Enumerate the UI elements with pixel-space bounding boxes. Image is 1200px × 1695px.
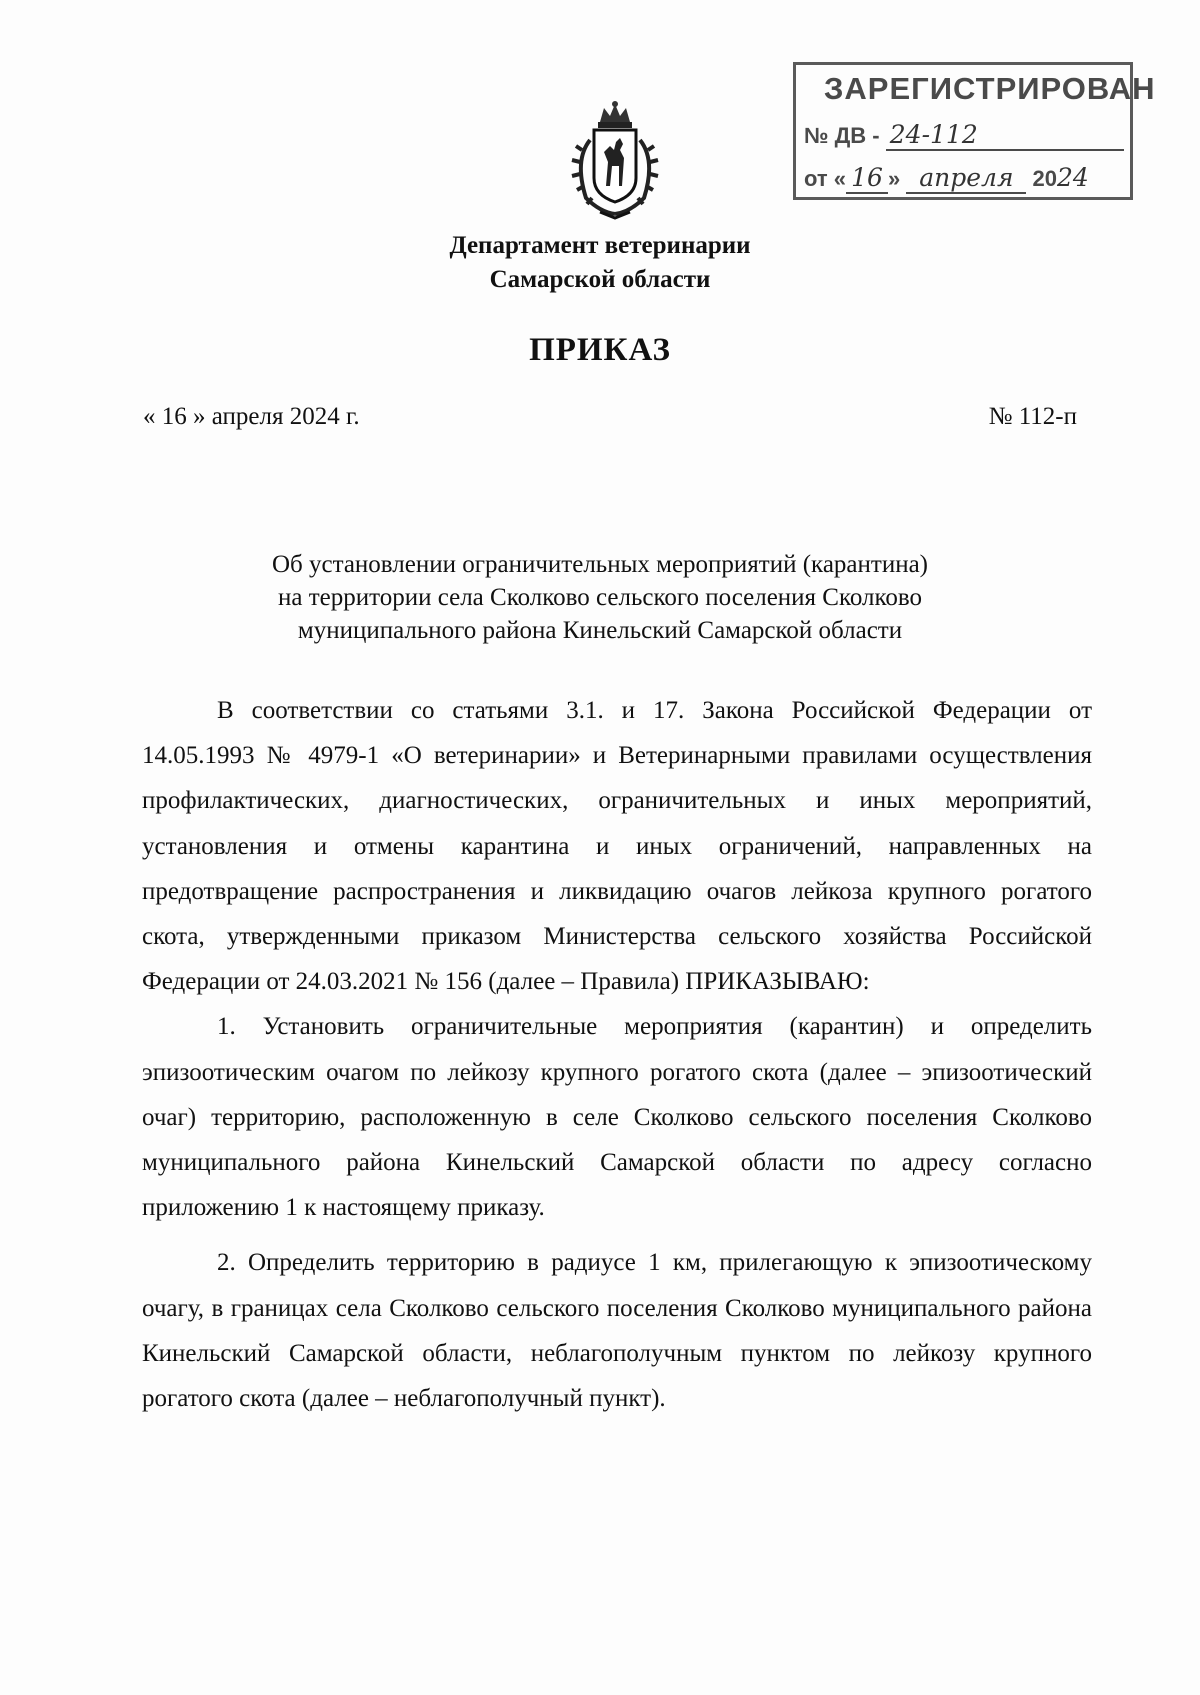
org-name-line2: Самарской области (489, 266, 711, 293)
stamp-number-value: 24-112 (886, 120, 1124, 151)
subject-line: на территории села Сколково сельского поселения Сколково (277, 584, 923, 611)
subject-line: муниципального района Кинельский Самарской области (297, 617, 903, 644)
subject-line: Об установлении ограничительных мероприятий (карантина) (271, 551, 929, 578)
stamp-date-row (804, 163, 1089, 194)
stamp-date-month: апреля (906, 163, 1026, 194)
document-type: ПРИКАЗ (529, 332, 671, 368)
stamp-date-day: 16 (846, 163, 888, 194)
registration-stamp (793, 62, 1156, 200)
stamp-date-prefix: от « (804, 166, 847, 191)
stamp-date-mid: » (888, 166, 901, 191)
stamp-number-label: № ДВ - (804, 123, 880, 148)
order-item-1: 1. Установить ограничительные мероприятия (карантин) и определить эпизоотическим очагом по лейкозу крупного рогатого скота (далее – эпизоотический очаг) территорию, расположенную в селе Сколково сельского поселения Сколково муниципального района Кинельский Самарской области по адресу согласно приложению 1 к настоящему приказу. (142, 1013, 1092, 1222)
stamp-title: ЗАРЕГИСТРИРОВАН (824, 71, 1156, 106)
document-number: № 112-п (988, 403, 1077, 430)
preamble-paragraph: В соответствии со статьями 3.1. и 17. Закона Российской Федерации от 14.05.1993 № 4979-1 «О ветеринарии» и Ветеринарными правилами осуществления профилактических, диагностических, ограничительных и иных мероприятий, установления и отмены карантина и иных ограничений, направленных на предотвращение распространения и ликвидацию очагов лейкоза крупного рогатого скота, утвержденными приказом Министерства сельского хозяйства Российской Федерации от 24.03.2021 № 156 (далее – Правила) ПРИКАЗЫВАЮ: (142, 697, 1092, 996)
document-subject (0, 548, 1200, 647)
stamp-date-year-handwritten: 24 (1057, 163, 1089, 192)
samara-coat-of-arms-icon (560, 100, 670, 220)
document-body (142, 688, 1092, 1421)
order-item-2: 2. Определить территорию в радиусе 1 км, прилегающую к эпизоотическому очагу, в границах села Сколково сельского поселения Сколково муниципального района Кинельский Самарской области, неблагополучным пунктом по лейкозу крупного рогатого скота (далее – неблагополучный пункт). (142, 1249, 1092, 1413)
document-date: « 16 » апреля 2024 г. (143, 403, 360, 430)
org-name-line1: Департамент ветеринарии (449, 232, 751, 259)
stamp-number-row (804, 120, 1124, 151)
stamp-date-year-printed: 20 (1032, 166, 1057, 191)
